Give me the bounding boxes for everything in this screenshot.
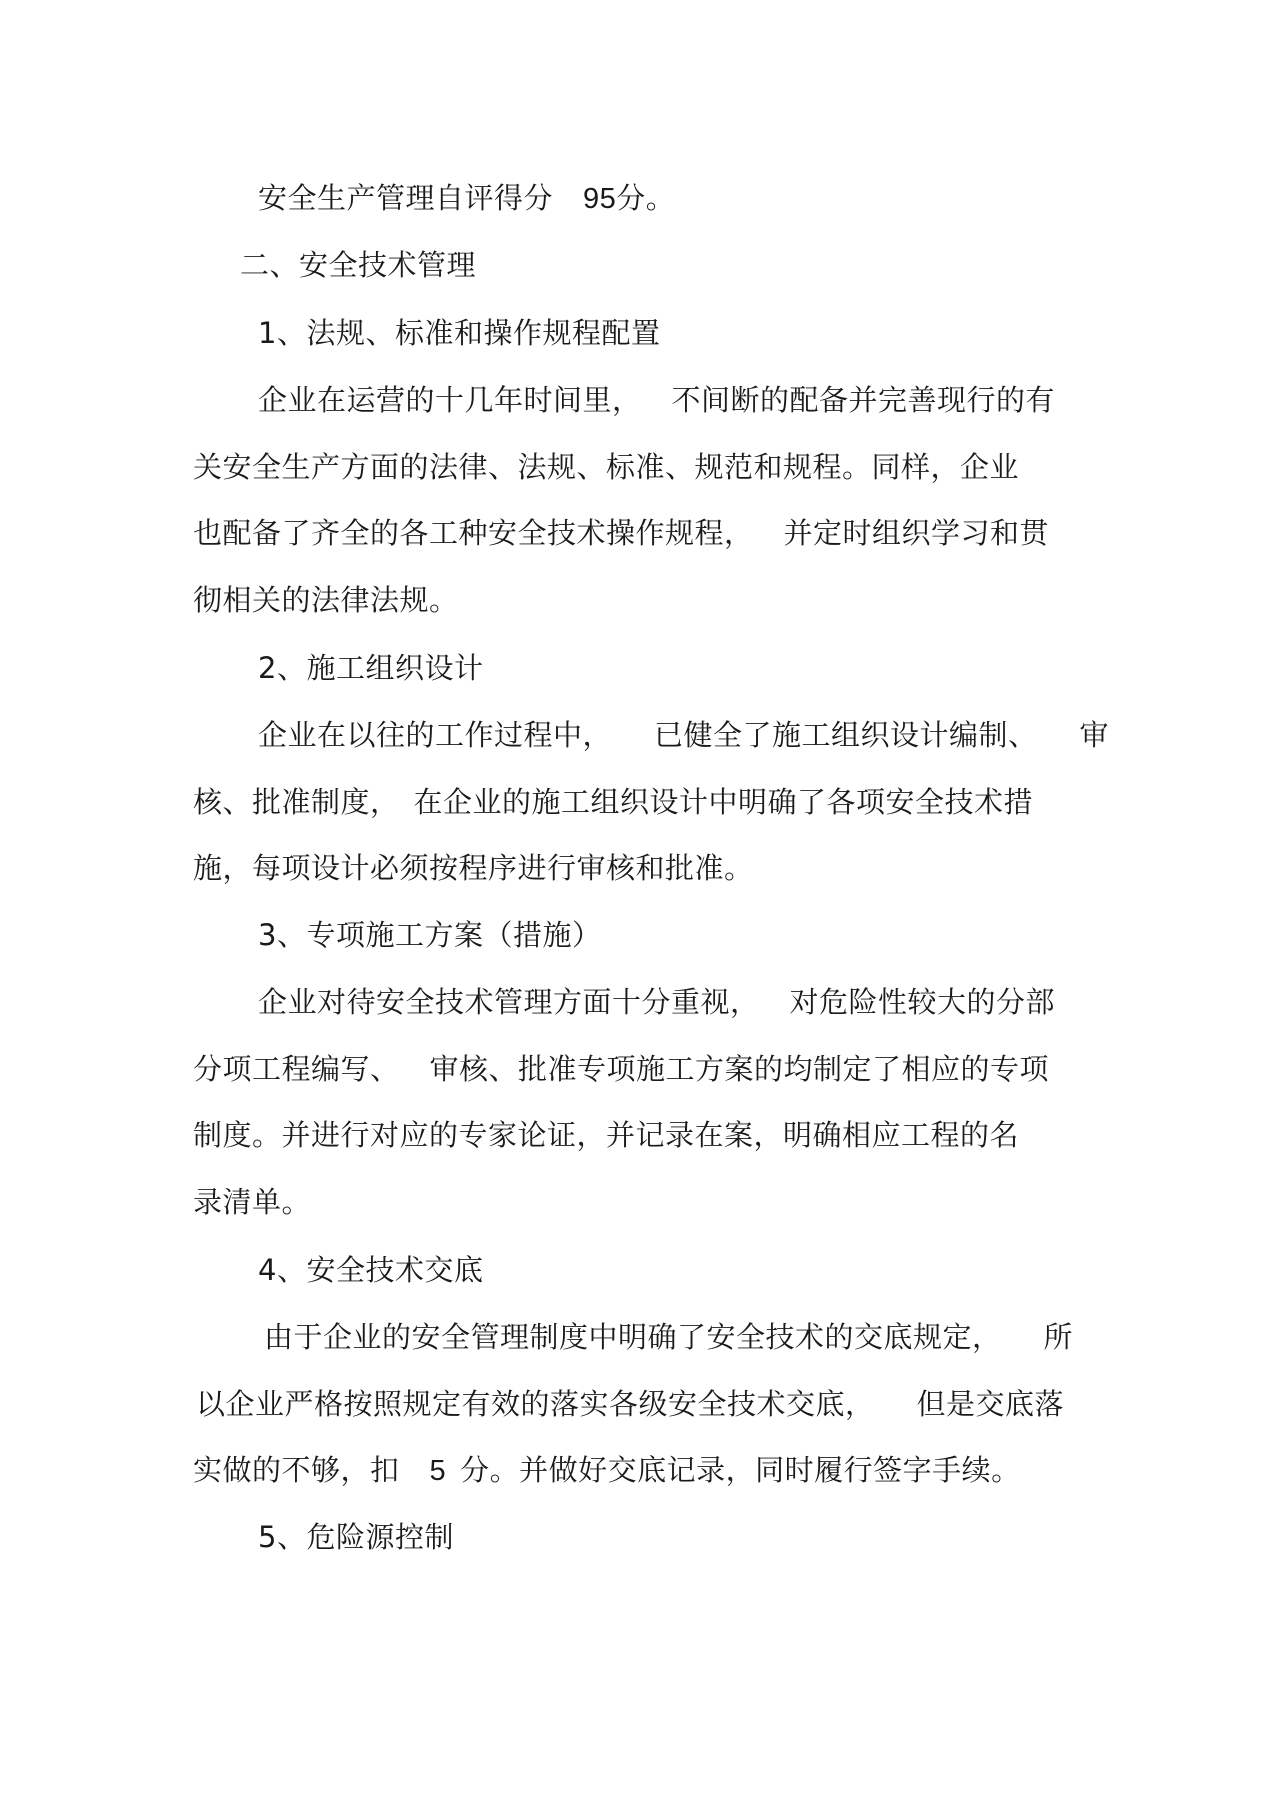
paragraph-line: 也配备了齐全的各工种安全技术操作规程， 并定时组织学习和贯 xyxy=(193,516,1050,550)
subsection-heading-4: 4、安全技术交底 xyxy=(258,1253,484,1287)
paragraph-line: 分项工程编写、 审核、批准专项施工方案的均制定了相应的专项 xyxy=(193,1052,1050,1086)
score-value: 95 xyxy=(583,183,617,215)
paragraph-line: 实做的不够，扣 5 分。并做好交底记录，同时履行签字手续。 xyxy=(193,1453,1021,1487)
paragraph-line: 彻相关的法律法规。 xyxy=(193,583,459,617)
paragraph-line: 施，每项设计必须按程序进行审核和批准。 xyxy=(193,851,754,885)
paragraph-line: 企业在以往的工作过程中， 已健全了施工组织设计编制、 审 xyxy=(258,718,1110,752)
paragraph-line: 制度。并进行对应的专家论证，并记录在案，明确相应工程的名 xyxy=(193,1118,1020,1152)
subsection-heading-2: 2、施工组织设计 xyxy=(258,651,484,685)
subsection-heading-5: 5、危险源控制 xyxy=(258,1520,454,1554)
paragraph-line: 以企业严格按照规定有效的落实各级安全技术交底， 但是交底落 xyxy=(196,1387,1065,1421)
paragraph-line: 关安全生产方面的法律、法规、标准、规范和规程。同样，企业 xyxy=(193,450,1020,484)
paragraph-line: 企业在运营的十几年时间里， 不间断的配备并完善现行的有 xyxy=(258,383,1056,417)
score-unit: 分。 xyxy=(616,181,676,215)
paragraph-line: 由于企业的安全管理制度中明确了安全技术的交底规定， 所 xyxy=(264,1320,1074,1354)
subsection-heading-1: 1、法规、标准和操作规程配置 xyxy=(258,316,661,350)
paragraph-line: 核、批准制度， 在企业的施工组织设计中明确了各项安全技术措 xyxy=(193,785,1034,819)
score-line xyxy=(258,178,675,219)
paragraph-line: 企业对待安全技术管理方面十分重视， 对危险性较大的分部 xyxy=(258,985,1056,1019)
subsection-heading-3: 3、专项施工方案（措施） xyxy=(258,918,602,952)
paragraph-line: 录清单。 xyxy=(193,1185,312,1219)
deduction-value: 5 xyxy=(429,1455,447,1487)
section-heading-2: 二、安全技术管理 xyxy=(240,248,477,282)
score-text: 安全生产管理自评得分 xyxy=(258,181,554,215)
